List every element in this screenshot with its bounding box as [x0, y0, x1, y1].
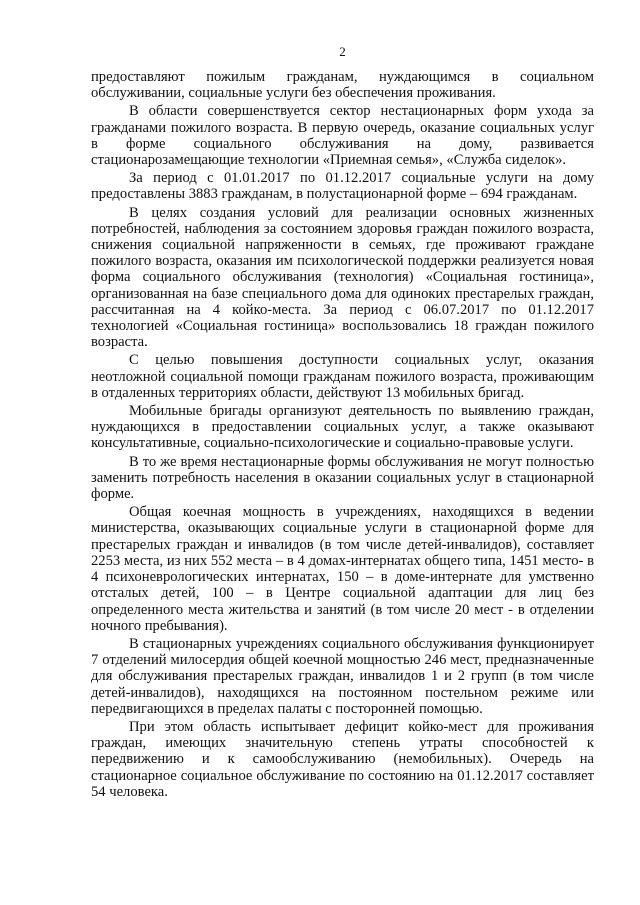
paragraph-nonstationary-care: В области совершенствуется сектор нестационарных форм ухода за гражданами пожилого возраста. В первую очередь, оказание социальных услуг в форме социального обслуживания на дому, развивается стационарозамещающие технологии «Приемная семья», «Служба сиделок».	[91, 103, 594, 169]
paragraph-bed-deficit: При этом область испытывает дефицит койко-мест для проживания граждан, имеющих значительную степень утраты способностей к передвижению и к самообслуживанию (немобильных). Очередь на стационарное социальное обслуживание по состоянию на 01.12.2017 составляет 54 человека.	[91, 718, 594, 800]
paragraph-home-services-stats: За период с 01.01.2017 по 01.12.2017 социальные услуги на дому предоставлены 3883 гражданам, в полустационарной форме – 694 гражданам.	[91, 170, 594, 203]
paragraph-mercy-departments: В стационарных учреждениях социального обслуживания функционирует 7 отделений милосердия общей коечной мощностью 246 мест, предназначенные для обслуживания престарелых граждан, инвалидов 1 и 2 групп (в том числе детей-инвалидов), находящихся на постоянном постельном режиме или передвигающихся в пределах палаты с посторонней помощью.	[91, 635, 594, 717]
page-number: 2	[339, 44, 346, 59]
paragraph-bed-capacity: Общая коечная мощность в учреждениях, находящихся в ведении министерства, оказывающих социальные услуги в стационарной форме для престарелых граждан и инвалидов (в том числе детей-инвалидов), составляет 2253 места, из них 552 места – в 4 домах-интернатах общего типа, 1451 место- в 4 психоневрологических интернатах, 150 – в доме-интернате для умственно отсталых детей, 100 – в Центре социальной адаптации для лиц без определенного места жительства и занятий (в том числе 20 мест - в отделении ночного пребывания).	[91, 504, 594, 634]
paragraph-mobile-teams-activity: Мобильные бригады организуют деятельность по выявлению граждан, нуждающихся в предоставлении социальных услуг, а также оказывают консультативные, социально-психологические и социально-правовые услуги.	[91, 403, 594, 452]
paragraph-continuation: предоставляют пожилым гражданам, нуждающимся в социальном обслуживании, социальные услуги без обеспечения проживания.	[91, 69, 594, 102]
paragraph-stationary-need: В то же время нестационарные формы обслуживания не могут полностью заменить потребность населения в оказании социальных услуг в стационарной форме.	[91, 453, 594, 503]
paragraph-social-hotel: В целях создания условий для реализации основных жизненных потребностей, наблюдения за состоянием здоровья граждан пожилого возраста, снижения социальной напряженности в семьях, где проживают граждане пожилого возраста, оказания им психологической поддержки реализуется новая форма социального обслуживания (технология) «Социальная гостиница», организованная на базе специального дома для одиноких престарелых граждан, рассчитанная на 4 койко-места. За период с 06.07.2017 по 01.12.2017 технологией «Социальная гостиница» воспользовались 18 граждан пожилого возраста.	[91, 204, 594, 351]
paragraph-mobile-teams: С целью повышения доступности социальных услуг, оказания неотложной социальной помощи гражданам пожилого возраста, проживающим в отдаленных территориях области, действуют 13 мобильных бригад.	[91, 352, 594, 401]
